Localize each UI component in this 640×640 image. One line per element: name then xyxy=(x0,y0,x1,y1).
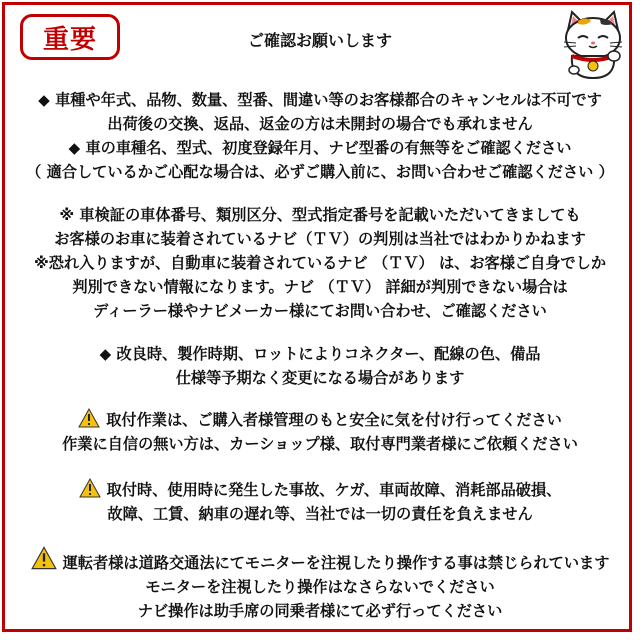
cancellation-section xyxy=(0,88,640,184)
driving-warning-section xyxy=(0,545,640,623)
maneki-neko-cat-icon xyxy=(558,8,628,80)
text-line: 故障、工賃、納車の遅れ等、当社では一切の責任を負えません xyxy=(107,505,533,523)
text-line: （ 適合しているかご心配な場合は、必ずご購入前に、お問い合わせご確認ください ） xyxy=(26,163,614,181)
text-line: ◆ 改良時、製作時期、ロットによりコネクター、配線の色、備品 xyxy=(99,345,541,363)
important-badge-label: 重要 xyxy=(42,24,97,55)
text-line: ◆ 車種や年式、品物、数量、型番、間違い等のお客様都合のキャンセルは不可です xyxy=(38,91,602,109)
warning-triangle-icon xyxy=(78,408,100,428)
text-line: 取付作業は、ご購入者様管理のもと安全に気を付け行ってください xyxy=(106,411,562,429)
text-line: ※恐れ入りますが、自動車に装着されているナビ （ＴＶ） は、お客様ご自身でしか xyxy=(33,254,607,272)
page-title: ご確認お願いします xyxy=(247,31,392,50)
text-line: ※ 車検証の車体番号、類別区分、型式指定番号を記載いただいてきましても xyxy=(59,206,581,224)
text-line: お客様のお車に装着されているナビ（ＴＶ）の判別は当社ではわかりかねます xyxy=(54,230,586,248)
text-line: 取付時、使用時に発生した事故、ケガ、車両故障、消耗部品破損、 xyxy=(106,481,562,499)
text-line: 運転者様は道路交通法にてモニターを注視したり操作する事は禁じられています xyxy=(62,554,610,572)
text-line: ◆ 車の車種名、型式、初度登録年月、ナビ型番の有無等をご確認ください xyxy=(68,139,572,157)
warning-line xyxy=(0,545,640,575)
warning-triangle-icon xyxy=(31,545,57,571)
warning-triangle-icon xyxy=(79,478,101,498)
installation-warning-section xyxy=(0,408,640,456)
text-line: 判別できない情報になります。ナビ （ＴＶ） 詳細が判別できない場合は xyxy=(72,278,568,296)
liability-warning-section xyxy=(0,478,640,526)
text-line: モニターを注視したり操作はなさらないでください xyxy=(145,578,495,596)
spec-change-section xyxy=(0,342,640,390)
warning-line xyxy=(0,408,640,432)
vehicle-check-section xyxy=(0,203,640,323)
text-line: ディーラー様やナビメーカー様にてお問い合わせ、ご確認ください xyxy=(93,302,547,320)
text-line: 仕様等予期なく変更になる場合があります xyxy=(175,369,465,387)
warning-line xyxy=(0,478,640,502)
text-line: 作業に自信の無い方は、カーショップ様、取付専門業者様にご依頼ください xyxy=(62,435,578,453)
text-line: ナビ操作は助手席の同乗者様にて必ず行ってください xyxy=(137,602,503,620)
text-line: 出荷後の交換、返品、返金の方は未開封の場合でも承れません xyxy=(107,115,533,133)
